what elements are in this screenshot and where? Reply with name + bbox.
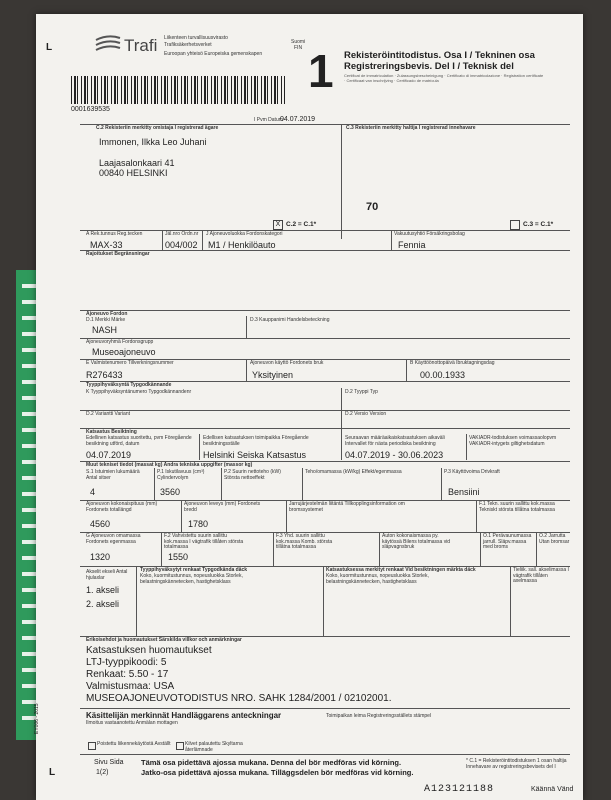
bottom-corner-mark: L bbox=[49, 767, 56, 778]
page-label: Sivu Sida bbox=[94, 759, 124, 766]
issuer-sub1: Liikenteen turvallisuusvirasto bbox=[164, 35, 228, 41]
footer-line-2: Jatko-osa pidettävä ajossa mukana. Tilläggsdelen bör medföras vid körning. bbox=[141, 768, 414, 777]
c2-equals-label: C.2 = C.1* bbox=[286, 221, 317, 228]
footnote-1: * C.1 = Rekisteröintitodistuksen 1 osan haltija bbox=[466, 758, 567, 764]
owner-street: Laajasalonkaari 41 bbox=[99, 158, 175, 168]
remark-line: LTJ-tyyppikoodi: 5 bbox=[86, 657, 167, 668]
max-mass: 1550 bbox=[168, 552, 189, 562]
holder-number: 70 bbox=[366, 201, 379, 213]
registration-number: MAX-33 bbox=[90, 240, 123, 250]
remark-line: Renkaat: 5.50 - 17 bbox=[86, 669, 169, 680]
inspection-last-label: Edellinen katsastus suoritettu, pvm Föregående besiktning utförd, datum bbox=[86, 435, 192, 447]
k-label: K Tyyppihyväksyntänumero Typgodkännandenr bbox=[86, 389, 192, 395]
tyres-sub: Koko, kuormitustunnus, nopeusluokka Storlek, belastningskännetecken, hastighetsklass bbox=[140, 573, 243, 585]
width-label: Ajoneuvon leveys (mm) Fordonets bredd bbox=[184, 501, 261, 513]
tyres-inspected-label: Katsastuksessa merkityt renkaat Vid besiktningen märkta däck bbox=[326, 567, 476, 573]
e-label: E Valmistenumero Tillverkningsnummer bbox=[86, 360, 174, 366]
g-label: G Ajoneuvon omamassa Fordonets egenmassa bbox=[86, 533, 141, 545]
power-ratio-label: Teho/omamassa (kW/kg) Effekt/egenmassa bbox=[305, 469, 402, 475]
restrictions-label: Rajoitukset Begränsningar bbox=[86, 251, 150, 257]
form-fineprint: Certificat de immatriculation · Zulassungsbescheinigung · Certificato di immatricolazione · Registration certificate · Certificaat van inschrijving · Certificado de matrícula bbox=[344, 73, 544, 83]
b-label: B Käyttöönottopäivä Ibruktagningsdag bbox=[410, 360, 495, 366]
length-label: Ajoneuvon kokonaispituus (mm) Fordonets totallängd bbox=[86, 501, 158, 513]
insurer: Fennia bbox=[398, 240, 426, 250]
c2-checkbox[interactable]: X bbox=[273, 220, 283, 230]
remark-line: Valmistusmaa: USA bbox=[86, 681, 175, 692]
serial-number: A123121188 bbox=[424, 784, 495, 795]
use-label: Ajoneuvon käyttö Fordonets bruk bbox=[250, 360, 324, 366]
axles-label: Akselit ekseli Antal hjulaxlar bbox=[86, 569, 128, 581]
vehicle-section-title: Ajoneuvo Fordon bbox=[86, 311, 128, 317]
deregistered-label: Poistettu liikennekäytöstä Avställt bbox=[97, 741, 171, 747]
office-stamp-label: Toimipaikan leima Registreringsställets stämpel bbox=[326, 713, 432, 719]
o1-label: O.1 Perävaunumassa jarrull. Släpv.massa med broms bbox=[483, 533, 532, 551]
owner-city: 00840 HELSINKI bbox=[99, 168, 168, 178]
vehicle-group: Museoajoneuvo bbox=[92, 347, 156, 357]
trafi-logo-icon bbox=[94, 34, 122, 54]
remark-line: Katsastuksen huomautukset bbox=[86, 645, 212, 656]
corner-mark: L bbox=[46, 42, 53, 53]
d3-label: D.3 Kauppanimi Handelsbeteckning bbox=[250, 317, 330, 323]
s1-label: S.1 Istuimien lukumäärä Antal sitser bbox=[86, 469, 140, 481]
inspection-place-label: Edellisen katsastuksen toimipaikka Föregående besiktningsställe bbox=[203, 435, 309, 447]
part-number: 1 bbox=[308, 45, 334, 97]
form-title-sv: Registreringsbevis. Del I / Teknisk del bbox=[344, 61, 514, 72]
d2-type-label: D.2 Tyyppi Typ bbox=[345, 389, 378, 395]
remarks-label: Erikoisehdot ja huomautukset Särskilda villkor och anmärkningar bbox=[86, 637, 242, 643]
remark-line: MUSEOAJONEUVOTODISTUS NRO. SAHK 1284/2001 / 02102001. bbox=[86, 693, 392, 704]
issue-date-label: I Pvm Datum bbox=[254, 117, 283, 123]
turn-page-label: Käännä Vänd bbox=[531, 786, 574, 793]
c3-checkbox[interactable] bbox=[510, 220, 520, 230]
registration-certificate bbox=[36, 14, 583, 800]
handler-label: Käsittelijän merkinnät Handläggarens anteckningar bbox=[86, 711, 282, 720]
o2-label: O.2 Jarrutta Utan bromsar bbox=[539, 533, 570, 545]
vin: R276433 bbox=[86, 370, 123, 380]
displacement: 3560 bbox=[160, 487, 181, 497]
page-number: 1(2) bbox=[96, 769, 109, 776]
vak-label: VAKIADR-todistuksen voimassaolopvm VAKIADR-intygets giltighetsdatum bbox=[469, 435, 557, 447]
fuel: Bensiini bbox=[448, 487, 480, 497]
f2-label: F.2 Vahvistettu suurin sallittu kok.massa I vägtrafik tillåten största totalmassa bbox=[164, 533, 244, 551]
first-use-date: 00.00.1933 bbox=[420, 370, 466, 380]
issuer-sub3: Euroopan yhteisö Europeiska gemenskapen bbox=[164, 51, 263, 57]
country-name: Suomi bbox=[291, 39, 306, 45]
inspection-place: Helsinki Seiska Katsastus bbox=[203, 450, 307, 460]
tow-mass-label: Auton kokonaismassa py. käytössä Bilens totalmassa vid släpvagnsbruk bbox=[382, 533, 451, 551]
seats: 4 bbox=[90, 487, 96, 497]
make: NASH bbox=[92, 325, 118, 335]
d2-version-label: D.2 Versio Version bbox=[345, 411, 387, 417]
issuer-sub2: Trafiksäkerhetsverket bbox=[164, 42, 212, 48]
c3-equals-label: C.3 = C.1* bbox=[523, 221, 554, 228]
f1-label: F.1 Tekn. suurin sallittu kok.massa Tekniskt största tillåtna totalmassa bbox=[479, 501, 555, 513]
axle-mass-label: Tieliik. sall. akselimassa I vägtrafik tillåten axelmassa bbox=[513, 567, 569, 585]
owner-name: Immonen, Ilkka Leo Juhani bbox=[99, 137, 207, 147]
footer-line-1: Tämä osa pidettävä ajossa mukana. Denna del bör medföras vid körning. bbox=[141, 758, 402, 767]
inspection-section-title: Katsastus Besiktning bbox=[86, 429, 137, 435]
tech-section-title: Muut tekniset tiedot (massat kg) Andra tekniska uppgifter (massor kg) bbox=[86, 462, 253, 468]
barcode bbox=[71, 76, 285, 104]
barcode-number: 0001639535 bbox=[71, 106, 110, 113]
p3-label: P.3 Käyttövoima Drivkraft bbox=[444, 469, 500, 475]
f3-label: F.3 Yhd. suurin sallittu kok.massa Komb. största tillåtna totalmassa bbox=[276, 533, 333, 551]
c3-label: C.3 Rekisteriin merkitty haltija I registrerad innehavare bbox=[346, 125, 476, 131]
vehicle-category: M1 / Henkilöauto bbox=[208, 240, 276, 250]
tab-label: Jäl.nro Ordn.nr bbox=[165, 231, 199, 237]
insurer-label: Vakuutusyhtiö Försäkringsbolag bbox=[394, 231, 465, 237]
d2-variant-label: D.2 Variantti Variant bbox=[86, 411, 131, 417]
plates-returned-label: Kilvet palautettu Skyltarna återlämnade bbox=[185, 741, 243, 753]
a-label: A Rek.tunnus Reg.tecken bbox=[86, 231, 143, 237]
j-label: J Ajoneuvoluokka Fordonskategori bbox=[206, 231, 283, 237]
issuer-name: Trafi bbox=[124, 36, 158, 55]
brake-label: Jarrujärjestelmän liitäntä Tillkopplingsinformation om bromssystemet bbox=[289, 501, 405, 513]
deregistered-checkbox[interactable] bbox=[88, 742, 96, 750]
length: 4560 bbox=[90, 519, 111, 529]
form-title-fi: Rekisteröintitodistus. Osa I / Tekninen osa bbox=[344, 50, 535, 61]
country-code: FIN bbox=[294, 45, 303, 51]
tab-number: 004/002 bbox=[165, 240, 198, 250]
axle-2: 2. akseli bbox=[86, 599, 120, 609]
type-section-title: Tyyppihyväksyntä Typgodkännande bbox=[86, 382, 172, 388]
last-inspection-date: 04.07.2019 bbox=[86, 450, 132, 460]
form-code: EY006 - 2015 bbox=[34, 703, 40, 734]
footnote-2: Innehavare av registreringsbevisets del I bbox=[466, 764, 556, 770]
p2-label: P.2 Suurin nettoteho (kW) Största nettoeffekt bbox=[224, 469, 281, 481]
plates-returned-checkbox[interactable] bbox=[176, 742, 184, 750]
width: 1780 bbox=[188, 519, 209, 529]
inspection-next-label: Seuraavan määräaikaiskatsastuksen aikaväli Intervallet för nästa periodiska besiktning bbox=[345, 435, 445, 447]
axle-1: 1. akseli bbox=[86, 585, 120, 595]
c2-label: C.2 Rekisteriin merkitty omistaja I registrerad ägare bbox=[96, 125, 219, 131]
tyres-inspected-sub: Koko, kuormitustunnus, nopeusluokka Storlek, belastningskännetecken, hastighetsklass bbox=[326, 573, 429, 585]
p1-label: P.1 Iskutilavuus (cm³) Cylindervolym bbox=[157, 469, 205, 481]
group-label: Ajoneuvoryhmä Fordonsgrupp bbox=[86, 339, 154, 345]
next-inspection-window: 04.07.2019 - 30.06.2023 bbox=[345, 450, 444, 460]
issue-date: 04.07.2019 bbox=[280, 116, 316, 123]
d1-label: D.1 Merkki Märke bbox=[86, 317, 126, 323]
handler-sub: Ilmoitus vastaanotettu Anmälan mottagen bbox=[86, 720, 178, 726]
vehicle-use: Yksityinen bbox=[252, 370, 294, 380]
curb-weight: 1320 bbox=[90, 552, 111, 562]
tyres-label: Tyyppihyväksytyt renkaat Typgodkända däck bbox=[140, 567, 248, 573]
